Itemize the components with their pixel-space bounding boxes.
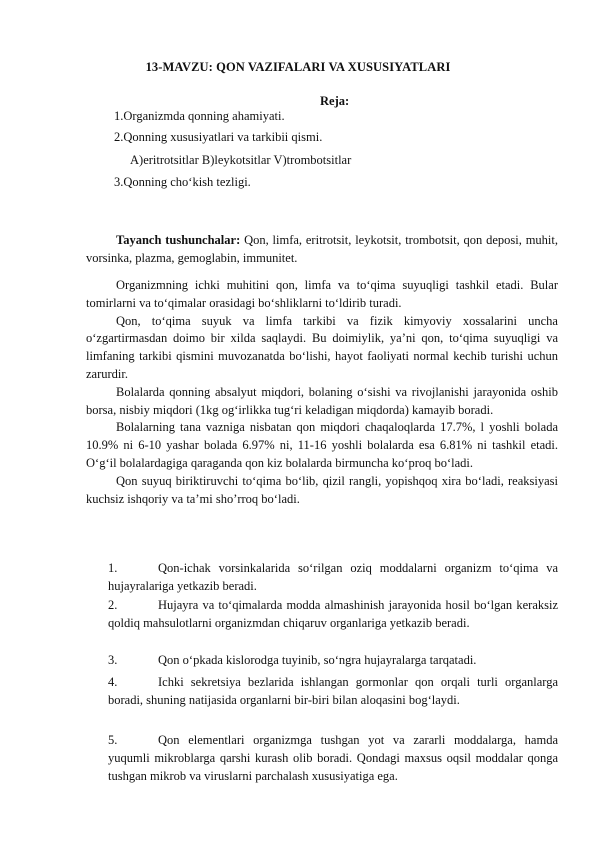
function-item-2 bbox=[108, 597, 558, 633]
function-number: 2. bbox=[108, 598, 118, 612]
function-number: 4. bbox=[108, 675, 118, 689]
function-text: Hujayra va to‘qimalarda modda almashinish jarayonida hosil bo‘lgan keraksiz qoldiq mahsulotlarni organizmdan chiqaruv organlariga yetkazib beradi. bbox=[108, 598, 558, 630]
function-number: 3. bbox=[108, 653, 118, 667]
page-title: 13-MAVZU: QON VAZIFALARI VA XUSUSIYATLARI bbox=[145, 60, 451, 74]
body-text bbox=[86, 277, 558, 508]
function-item-3 bbox=[108, 652, 558, 670]
function-number: 1. bbox=[108, 561, 118, 575]
plan-item-3: 3.Qonning cho‘kish tezligi. bbox=[114, 175, 251, 189]
paragraph: Organizmning ichki muhitini qon, limfa va to‘qima suyuqligi tashkil etadi. Bular tomirlarni va to‘qimalar orasidagi bo‘shliklarni to‘ldirib turadi. bbox=[86, 278, 558, 310]
key-terms-paragraph bbox=[86, 232, 558, 268]
key-terms-label: Tayanch tushunchalar: bbox=[116, 233, 241, 247]
paragraph: Bolalarning tana vazniga nisbatan qon miqdori chaqaloqlarda 17.7%, l yoshli bolada 10.9% ni 6-10 yashar bolada 6.97% ni, 11-16 yoshli bolalarda esa 6.81% ni tashkil etadi. O‘g‘il bolalardagiga qaraganda qon kiz bolalarda birmuncha ko‘proq bo‘ladi. bbox=[86, 420, 558, 470]
function-text: Qon-ichak vorsinkalarida so‘rilgan oziq moddalarni organizm to‘qima va hujayralariga yetkazib beradi. bbox=[108, 561, 558, 593]
function-text: Qon o‘pkada kislorodga tuyinib, so‘ngra hujayralarga tarqatadi. bbox=[158, 653, 477, 667]
function-number: 5. bbox=[108, 733, 118, 747]
paragraph: Qon, to‘qima suyuk va limfa tarkibi va fizik kimyoviy xossalarini uncha o‘zgartirmasdan doimo bir xilda saqlaydi. Bu doimiylik, ya’ni qon, to‘qima suyuqligi va limfaning tarkibi qismini muvozanatda bo‘lishi, hayot faoliyati normal kechib turishi uchun zarurdir. bbox=[86, 313, 558, 381]
plan-heading: Reja: bbox=[320, 94, 350, 108]
function-item-1 bbox=[108, 560, 558, 596]
function-text: Qon elementlari organizmga tushgan yot va zararli moddalarga, hamda yuqumli mikroblarga qarshi kurash olib boradi. Qondagi maxsus oqsil moddalar qonga tushgan mikrob va viruslarni parchalash xususiyatiga ega. bbox=[108, 733, 558, 783]
plan-item-2-sub: A)eritrotsitlar B)leykotsitlar V)trombotsitlar bbox=[130, 153, 352, 167]
function-item-4 bbox=[108, 674, 558, 710]
plan-item-2: 2.Qonning xususiyatlari va tarkibii qismi. bbox=[114, 130, 323, 144]
key-terms-text: Qon, limfa, eritrotsit, leykotsit, trombotsit, qon deposi, muhit, vorsinka, plazma, gemoglabin, immunitet. bbox=[86, 233, 558, 265]
plan-item-1: 1.Organizmda qonning ahamiyati. bbox=[114, 109, 285, 123]
function-item-5 bbox=[108, 732, 558, 785]
function-text: Ichki sekretsiya bezlarida ishlangan gormonlar qon orqali turli organlarga boradi, shuning natijasida organlarni bir-biri bilan aloqasini bog‘laydi. bbox=[108, 675, 558, 707]
paragraph: Qon suyuq biriktiruvchi to‘qima bo‘lib, qizil rangli, yopishqoq xira bo‘ladi, reaksiyasi kuchsiz ishqoriy va ta’mi sho’rroq bo‘ladi. bbox=[86, 473, 558, 506]
paragraph: Bolalarda qonning absalyut miqdori, bolaning o‘sishi va rivojlanishi jarayonida oshib borsa, nisbiy miqdori (1kg og‘irlikka tug‘ri keladigan miqdorda) kamayib boradi. bbox=[86, 384, 558, 417]
